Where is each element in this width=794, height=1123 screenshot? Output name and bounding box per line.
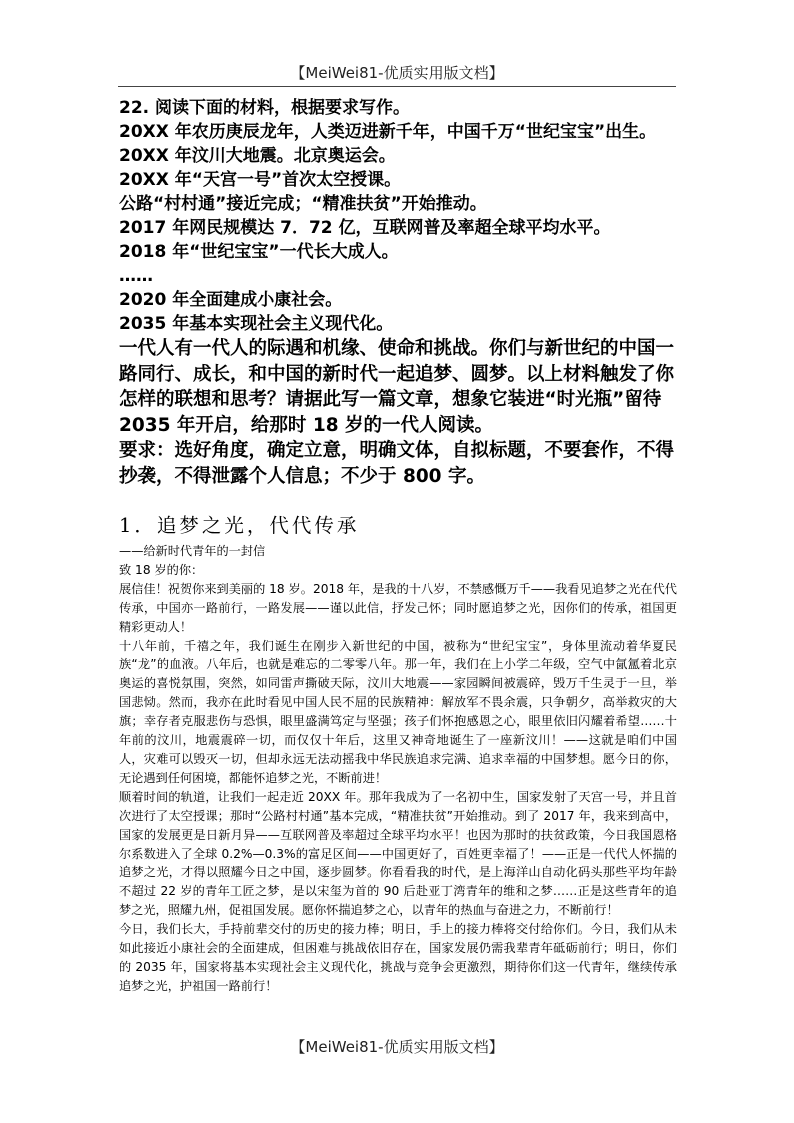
prompt-line: …… xyxy=(119,266,153,286)
prompt-task: 一代人有一代人的际遇和机缘、使命和挑战。你们与新世纪的中国一路同行、成长，和中国的新时代一起追梦、圆梦。以上材料触发了你怎样的联想和思考？请据此写一篇文章，想象它装进“时光瓶”留待 2035 年开启，给那时 18 岁的一代人阅读。 xyxy=(119,338,675,436)
essay-paragraph: 十八年前，千禧之年，我们诞生在刚步入新世纪的中国，被称为“世纪宝宝”，身体里流动着华夏民族“龙”的血液。八年后，也就是难忘的二零零八年。那一年，我们在上小学二年级，空气中氤氲着北京奥运的喜悦氛围，突然，如同雷声撕破天际，汶川大地震——家园瞬间被震碎，毁万千生灵于一旦，举国悲恸。然而，我亦在此时看见中国人民不屈的民族精神：解放军不畏余震，只争朝夕，高举救灾的大旗；幸存者克服悲伤与恐惧，眼里盛满笃定与坚强；孩子们怀抱感恩之心，眼里依旧闪耀着希望……十年前的汶川，地震震碎一切，而仅仅十年后，这里又神奇地诞生了一座新汶川！——这就是咱们中国人，灾难可以毁灭一切，但却永远无法动摇我中华民族追求完满、追求幸福的中国梦想。愿今日的你，无论遇到任何困境，都能怀追梦之光，不断前进！ xyxy=(119,638,677,785)
prompt-line: 2020 年全面建成小康社会。 xyxy=(119,290,343,310)
essay-salutation: 致 18 岁的你： xyxy=(119,562,204,577)
essay-body xyxy=(119,542,677,996)
essay-subtitle: ——给新时代青年的一封信 xyxy=(119,544,266,558)
essay-title: 1．追梦之光，代代传承 xyxy=(119,514,360,537)
prompt-requirement: 要求：选好角度，确定立意，明确文体，自拟标题，不要套作，不得抄袭，不得泄露个人信息；不少于 800 字。 xyxy=(119,440,675,487)
prompt-line: 22. 阅读下面的材料，根据要求写作。 xyxy=(119,98,411,118)
prompt-line: 2035 年基本实现社会主义现代化。 xyxy=(119,314,394,334)
prompt-line: 2017 年网民规模达 7．72 亿，互联网普及率超全球平均水平。 xyxy=(119,218,611,238)
prompt-line: 公路“村村通”接近完成；“精准扶贫”开始推动。 xyxy=(119,194,487,214)
prompt-line: 20XX 年农历庚辰龙年，人类迈进新千年，中国千万“世纪宝宝”出生。 xyxy=(119,122,657,142)
essay-paragraph: 展信佳！祝贺你来到美丽的 18 岁。2018 年，是我的十八岁，不禁感慨万千——我看见追梦之光在代代传承，中国亦一路前行，一路发展——谨以此信，抒发己怀；同时愿追梦之光，因你们的传承，祖国更精彩更动人！ xyxy=(119,581,677,634)
header-divider xyxy=(118,86,676,87)
writing-prompt xyxy=(119,96,679,489)
prompt-line: 20XX 年汶川大地震。北京奥运会。 xyxy=(119,146,396,166)
prompt-line: 2018 年“世纪宝宝”一代长大成人。 xyxy=(119,242,399,262)
page-footer: 【MeiWei81-优质实用版文档】 xyxy=(290,1038,504,1056)
prompt-line: 20XX 年“天宫一号”首次太空授课。 xyxy=(119,170,402,190)
essay-paragraph: 今日，我们长大，手持前辈交付的历史的接力棒；明日，手上的接力棒将交付给你们。今日，我们从未如此接近小康社会的全面建成，但困难与挑战依旧存在，国家发展仍需我辈青年砥砺前行；明日，你们的 2035 年，国家将基本实现社会主义现代化，挑战与竞争会更激烈，期待你们这一代青年，继续传承追梦之光，护祖国一路前行！ xyxy=(119,922,677,993)
essay-paragraph: 顺着时间的轨道，让我们一起走近 20XX 年。那年我成为了一名初中生，国家发射了天宫一号，并且首次进行了太空授课；那时“公路村村通”基本完成，“精准扶贫”开始推动。到了 2017 年，我来到高中，国家的发展更是日新月异——互联网普及率超过全球平均水平！也因为那时的扶贫政策，今日我国恩格尔系数进入了全球 0.2%—0.3%的富足区间——中国更好了，百姓更幸福了！——正是一代代人怀揣的追梦之光，才得以照耀今日之中国，逐步圆梦。你看看我的时代，是上海洋山自动化码头那些平均年龄不超过 22 岁的青年工匠之梦，是以宋玺为首的 90 后赴亚丁湾青年的维和之梦……正是这些青年的追梦之光，照耀九州，促祖国发展。愿你怀揣追梦之心，以青年的热血与奋进之力，不断前行！ xyxy=(119,789,677,918)
page-header: 【MeiWei81-优质实用版文档】 xyxy=(290,64,504,82)
